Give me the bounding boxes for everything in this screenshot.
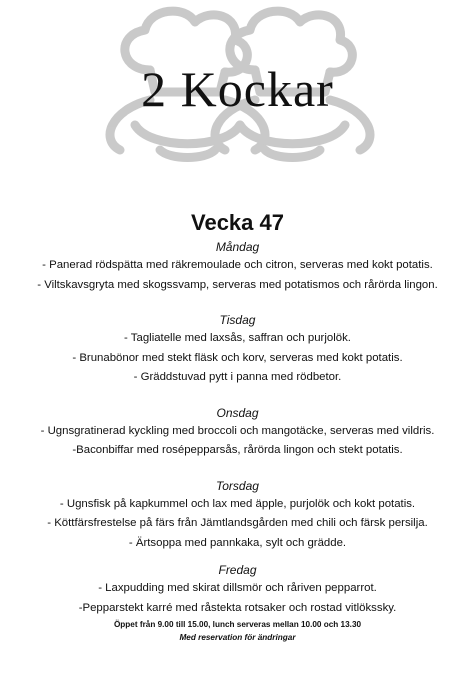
dish-item: - Köttfärsfrestelse på färs från Jämtlandsgården med chili och färsk persilja. <box>47 517 428 529</box>
dish-item: - Panerad rödspätta med räkremoulade och citron, serveras med kokt potatis. <box>42 259 433 271</box>
day-section-friday <box>0 561 475 618</box>
dish-item: -Pepparstekt karré med råstekta rotsaker och rostad vitlökssky. <box>78 601 397 614</box>
day-section-monday <box>0 238 475 295</box>
dish-item: - Tagliatelle med laxsås, saffran och purjolök. <box>124 332 351 344</box>
opening-hours: Öppet från 9.00 till 15.00, lunch serveras mellan 10.00 och 13.30 <box>113 620 362 629</box>
dish-item: - Viltskavsgryta med skogssvamp, serveras med potatismos och rårörda lingon. <box>37 278 438 291</box>
day-name: Fredag <box>218 563 257 577</box>
dish-item: - Ugnsfisk på kapkummel och lax med äpple, purjolök och kokt potatis. <box>59 497 416 510</box>
day-name: Torsdag <box>216 478 259 493</box>
day-name: Måndag <box>215 240 260 254</box>
day-section-tuesday <box>0 311 475 388</box>
day-section-thursday <box>0 477 475 554</box>
dish-item: - Laxpudding med skirat dillsmör och råriven pepparrot. <box>98 582 377 594</box>
day-name: Onsdag <box>216 405 259 420</box>
day-section-wednesday <box>0 404 475 461</box>
dish-item: - Gräddstuvad pytt i panna med rödbetor. <box>133 371 342 383</box>
dish-item: - Ärtsoppa med pannkaka, sylt och grädde. <box>128 536 347 549</box>
dish-item: - Ugnsgratinerad kyckling med broccoli och mangotäcke, serveras med vildris. <box>40 424 435 437</box>
dish-item: - Brunabönor med stekt fläsk och korv, serveras med kokt potatis. <box>72 351 403 364</box>
week-title: Vecka 47 <box>191 210 284 235</box>
restaurant-logo <box>0 0 475 200</box>
dish-item: -Baconbiffar med rosépepparsås, rårörda lingon och stekt potatis. <box>72 444 403 456</box>
day-name: Tisdag <box>219 313 256 327</box>
weekly-menu <box>0 210 475 645</box>
reservation-note: Med reservation för ändringar <box>179 633 296 642</box>
logo-title: 2 Kockar <box>141 61 334 117</box>
